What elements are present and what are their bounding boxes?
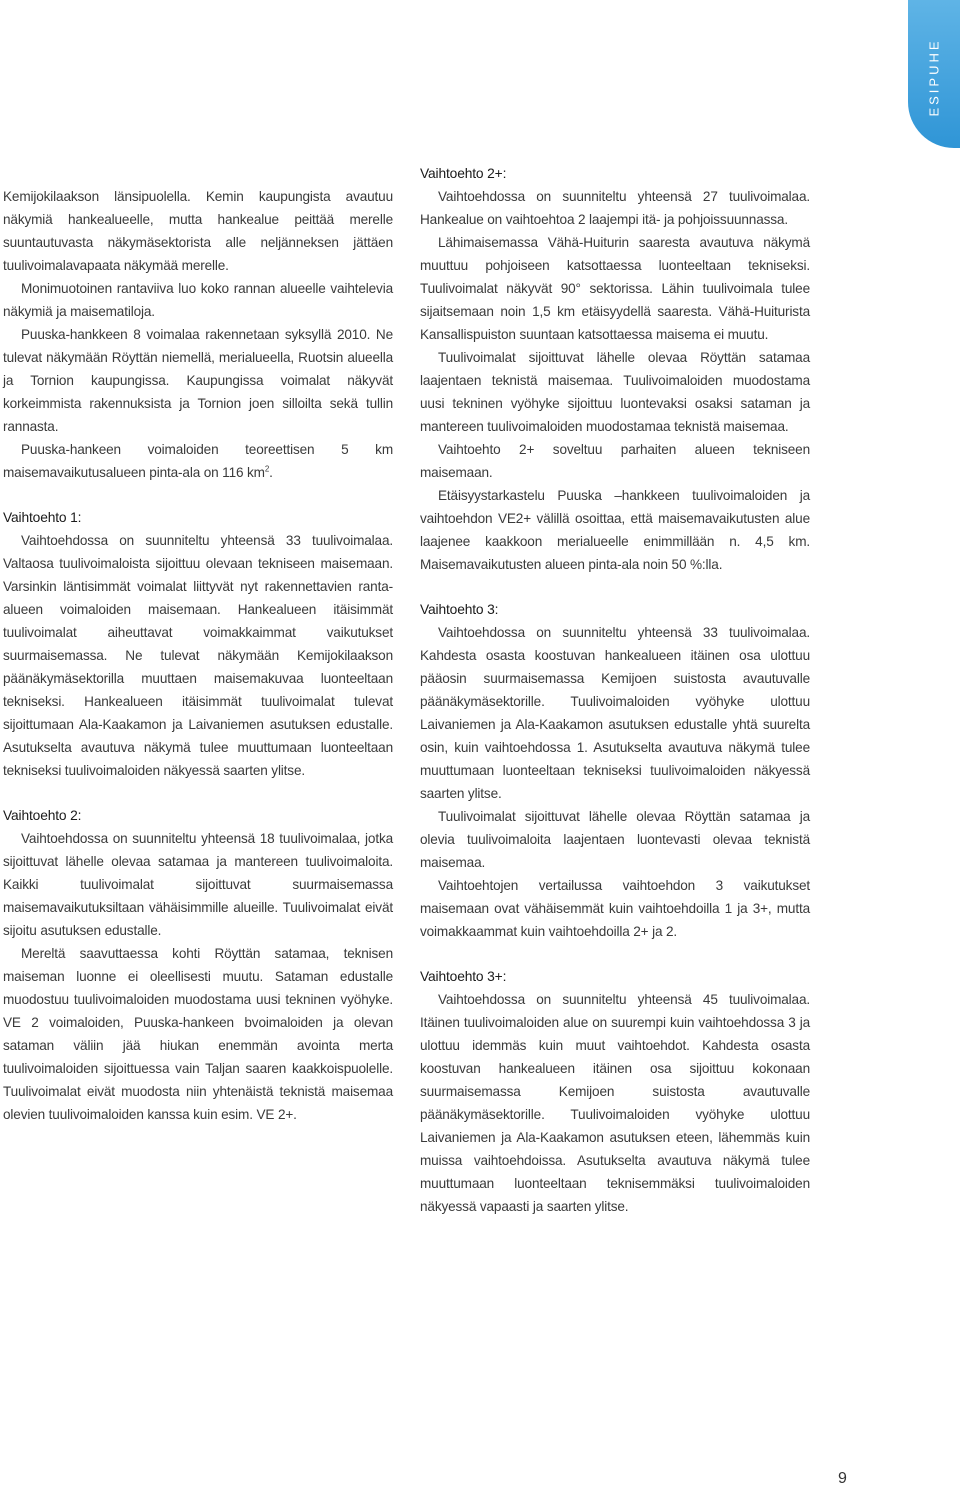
alt2plus-paragraph-1: Vaihtoehdossa on suunniteltu yhteensä 27 tuulivoimalaa. Hankealue on vaihtoehtoa 2 laajempi itä- ja pohjoissuunnassa.	[420, 189, 810, 227]
alt2plus-paragraph-4: Vaihtoehto 2+ soveltuu parhaiten alueen tekniseen maisemaan.	[420, 442, 810, 480]
alt3plus-paragraph-1: Vaihtoehdossa on suunniteltu yhteensä 45 tuulivoimalaa. Itäinen tuulivoimaloiden alue on suurempi kuin vaihtoehdossa 3 ja ulottuu idemmäs kuin muut vaihtoehdot. Kahdesta osasta koostuvan hankealueen itäinen osa sijoittuu kokonaan suurmaisemassa Kemijoen suistosta avautuvalle päänäkymäsektorille. Tuulivoimaloiden vyöhyke ulottuu Laivaniemen ja Ala-Kaakamon asutuksen eteen, lähemmäs kuin muissa vaihtoehdoissa. Asutukselta avautuva näkymä tulee muuttumaan luonteeltaan teknisemmäksi tuulivoimaloiden näkyessä vapaasti ja saarten ylitse.	[420, 992, 810, 1214]
puuska-area-sup: 2	[264, 464, 270, 474]
page-number: 9	[838, 1470, 847, 1487]
right-column	[420, 162, 810, 1218]
puuska-area-text: Puuska-hankeen voimaloiden teoreettisen 5 km maisemavaikutusalueen pinta-ala on 116 km	[3, 442, 393, 480]
section-tab-label: ESIPUHE	[926, 37, 942, 117]
puuska-area-paragraph	[3, 438, 393, 484]
alt3-heading: Vaihtoehto 3:	[420, 602, 499, 617]
left-column	[3, 185, 393, 1126]
alt1-heading: Vaihtoehto 1:	[3, 510, 82, 525]
alt2-paragraph-1: Vaihtoehdossa on suunniteltu yhteensä 18 tuulivoimalaa, jotka sijoittuvat lähelle olevaa satamaa ja mantereen tuulivoimaloita. Kaikki tuulivoimalat sijoittuvat suurmaisemassa maisemavaikutuksiltaan vähäisimmille alueille. Tuulivoimalat eivät sijoitu asutuksen edustalle.	[3, 831, 393, 938]
section-tab	[908, 0, 960, 148]
alt2-heading: Vaihtoehto 2:	[3, 808, 82, 823]
alt3plus-heading: Vaihtoehto 3+:	[420, 969, 507, 984]
alt3-paragraph-2: Tuulivoimalat sijoittuvat lähelle olevaa Röyttän satamaa ja olevia tuulivoimaloita laajentaen luontevasti olevaa teknistä maisemaa.	[420, 809, 810, 870]
alt2plus-heading: Vaihtoehto 2+:	[420, 166, 507, 181]
alt2plus-paragraph-3: Tuulivoimalat sijoittuvat lähelle olevaa Röyttän satamaa laajentaen teknistä maisemaa. Tuulivoimaloiden muodostama uusi tekninen vyöhyke sijoittuu luontevaksi osaksi sataman ja mantereen tuulivoimaloiden muodostamaa teknistä maisemaa.	[420, 350, 810, 434]
alt2-paragraph-2: Mereltä saavuttaessa kohti Röyttän satamaa, teknisen maiseman luonne ei oleellisesti muutu. Sataman edustalle muodostuu tuulivoimaloiden muodostama uusi tekninen vyöhyke. VE 2 voimaloiden, Puuska-hankeen bvoimaloiden ja olevan sataman väliin jää hiukan enemmän avointa merta tuulivoimaloiden sijoittuessa vain Taljan saaren kaakkoispuolelle. Tuulivoimalat eivät muodosta niin yhtenäistä teknistä maisemaa olevien tuulivoimaloiden kanssa kuin esim. VE 2+.	[3, 946, 393, 1122]
intro-paragraph-3: Puuska-hankkeen 8 voimalaa rakennetaan syksyllä 2010. Ne tulevat näkymään Röyttän niemellä, merialueella, Ruotsin alueella ja Tornion kaupungissa. Kaupungissa voimalat näkyvät korkeimmista rakennuksista ja Tornion joen silloilta sekä tullin rannasta.	[3, 327, 393, 434]
alt3-paragraph-3: Vaihtoehtojen vertailussa vaihtoehdon 3 vaikutukset maisemaan ovat vähäisemmät kuin vaihtoehdoilla 1 ja 3+, mutta voimakkaammat kuin vaihtoehdoilla 2+ ja 2.	[420, 878, 810, 939]
intro-paragraph-2: Monimuotoinen rantaviiva luo koko rannan alueelle vaihtelevia näkymiä ja maisematiloja.	[3, 281, 393, 319]
alt2plus-paragraph-5: Etäisyystarkastelu Puuska –hankkeen tuulivoimaloiden ja vaihtoehdon VE2+ välillä osoittaa, että maisemavaikutusten alue laajenee kaakkoon merialueelle enimmillään n. 4,5 km. Maisemavaikutusten alueen pinta-ala noin 50 %:lla.	[420, 488, 810, 572]
puuska-area-end: .	[269, 465, 273, 480]
alt1-paragraph-1: Vaihtoehdossa on suunniteltu yhteensä 33 tuulivoimalaa. Valtaosa tuulivoimaloista sijoittuu olevaan tekniseen maisemaan. Varsinkin läntisimmät voimalat liittyvät nyt rakennettavien ranta-alueen voimaloiden maisemaan. Hankealueen itäisimmät tuulivoimalat aiheuttavat voimakkaimmat vaikutukset suurmaisemassa. Ne tulevat näkymään Kemijokilaakson päänäkymäsektorilla muuttaen maisemakuvaa luonteeltaan tekniseksi. Hankealueen itäisimmät tuulivoimalat tulevat sijoittumaan Ala-Kaakamon ja Laivaniemen asutuksen edustalle. Asutukselta avautuva näkymä tulee muuttumaan luonteeltaan tekniseksi tuulivoimaloiden näkyessä saarten ylitse.	[3, 533, 393, 778]
alt3-paragraph-1: Vaihtoehdossa on suunniteltu yhteensä 33 tuulivoimalaa. Kahdesta osasta koostuvan hankealueen itäinen osa ulottuu pääosin suurmaisemassa Kemijoen suistosta avautuvalle päänäkymäsektorille. Tuulivoimaloiden vyöhyke ulottuu Laivaniemen ja Ala-Kaakamon asutuksen edustalle yhtä suurelta osin, kuin vaihtoehdossa 1. Asutukselta avautuva näkymä tulee muuttumaan luonteeltaan tekniseksi tuulivoimaloiden näkyessä saarten ylitse.	[420, 625, 810, 801]
intro-paragraph-1: Kemijokilaakson länsipuolella. Kemin kaupungista avautuu näkymiä hankealueelle, mutta hankealue peittää merelle suuntautuvasta näkymäsektorista alle neljänneksen jättäen tuulivoimalavapaata näkymää merelle.	[3, 189, 393, 273]
alt2plus-paragraph-2: Lähimaisemassa Vähä-Huiturin saaresta avautuva näkymä muuttuu pohjoiseen katsottaessa luonteeltaan tekniseksi. Tuulivoimalat näkyvät 90° sektorissa. Lähin tuulivoimala tulee sijaitsemaan noin 1,5 km etäisyydellä saaresta. Vähä-Huiturista Kansallispuiston suuntaan katsottaessa maisema ei muutu.	[420, 235, 810, 342]
